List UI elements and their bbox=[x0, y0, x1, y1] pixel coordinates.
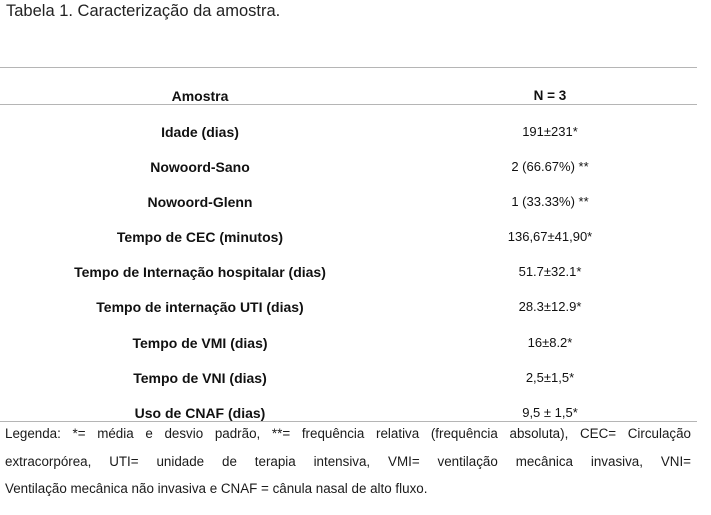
row-value: 2,5±1,5* bbox=[525, 370, 575, 385]
table-row bbox=[0, 299, 697, 319]
table-caption: Tabela 1. Caracterização da amostra. bbox=[6, 2, 281, 20]
table-row bbox=[0, 229, 697, 249]
row-value: 136,67±41,90* bbox=[507, 229, 593, 244]
header-label: Amostra bbox=[171, 88, 229, 104]
legend-line-1: Legenda: *= média e desvio padrão, **= frequência relativa (frequência absoluta), CEC= Circulação bbox=[5, 426, 691, 441]
row-label: Uso de CNAF (dias) bbox=[134, 405, 266, 421]
table-row bbox=[0, 194, 697, 214]
table-top-rule bbox=[0, 67, 697, 68]
row-label: Tempo de Internação hospitalar (dias) bbox=[74, 264, 326, 280]
table-header-row bbox=[0, 88, 697, 108]
row-value: 16±8.2* bbox=[527, 335, 573, 350]
legend-line-3: Ventilação mecânica não invasiva e CNAF = cânula nasal de alto fluxo. bbox=[5, 481, 428, 496]
table-row bbox=[0, 264, 697, 284]
row-label: Nowoord-Sano bbox=[150, 159, 250, 175]
row-label: Nowoord-Glenn bbox=[147, 194, 253, 210]
row-label: Idade (dias) bbox=[161, 124, 239, 140]
table-row bbox=[0, 124, 697, 144]
row-value: 9,5 ± 1,5* bbox=[522, 405, 578, 420]
row-value: 51.7±32.1* bbox=[518, 264, 582, 279]
row-label: Tempo de VMI (dias) bbox=[132, 335, 268, 351]
row-value: 28.3±12.9* bbox=[518, 299, 582, 314]
row-value: 191±231* bbox=[522, 124, 578, 139]
row-label: Tempo de VNI (dias) bbox=[133, 370, 267, 386]
table-row bbox=[0, 159, 697, 179]
row-label: Tempo de internação UTI (dias) bbox=[96, 299, 304, 315]
legend-line-2: extracorpórea, UTI= unidade de terapia intensiva, VMI= ventilação mecânica invasiva, VNI= bbox=[5, 453, 691, 469]
row-label: Tempo de CEC (minutos) bbox=[116, 229, 284, 245]
row-value: 1 (33.33%) ** bbox=[511, 194, 589, 209]
header-value: N = 3 bbox=[533, 88, 567, 103]
table-legend bbox=[5, 420, 691, 503]
table-row bbox=[0, 370, 697, 390]
table-row bbox=[0, 335, 697, 355]
row-value: 2 (66.67%) ** bbox=[511, 159, 589, 174]
